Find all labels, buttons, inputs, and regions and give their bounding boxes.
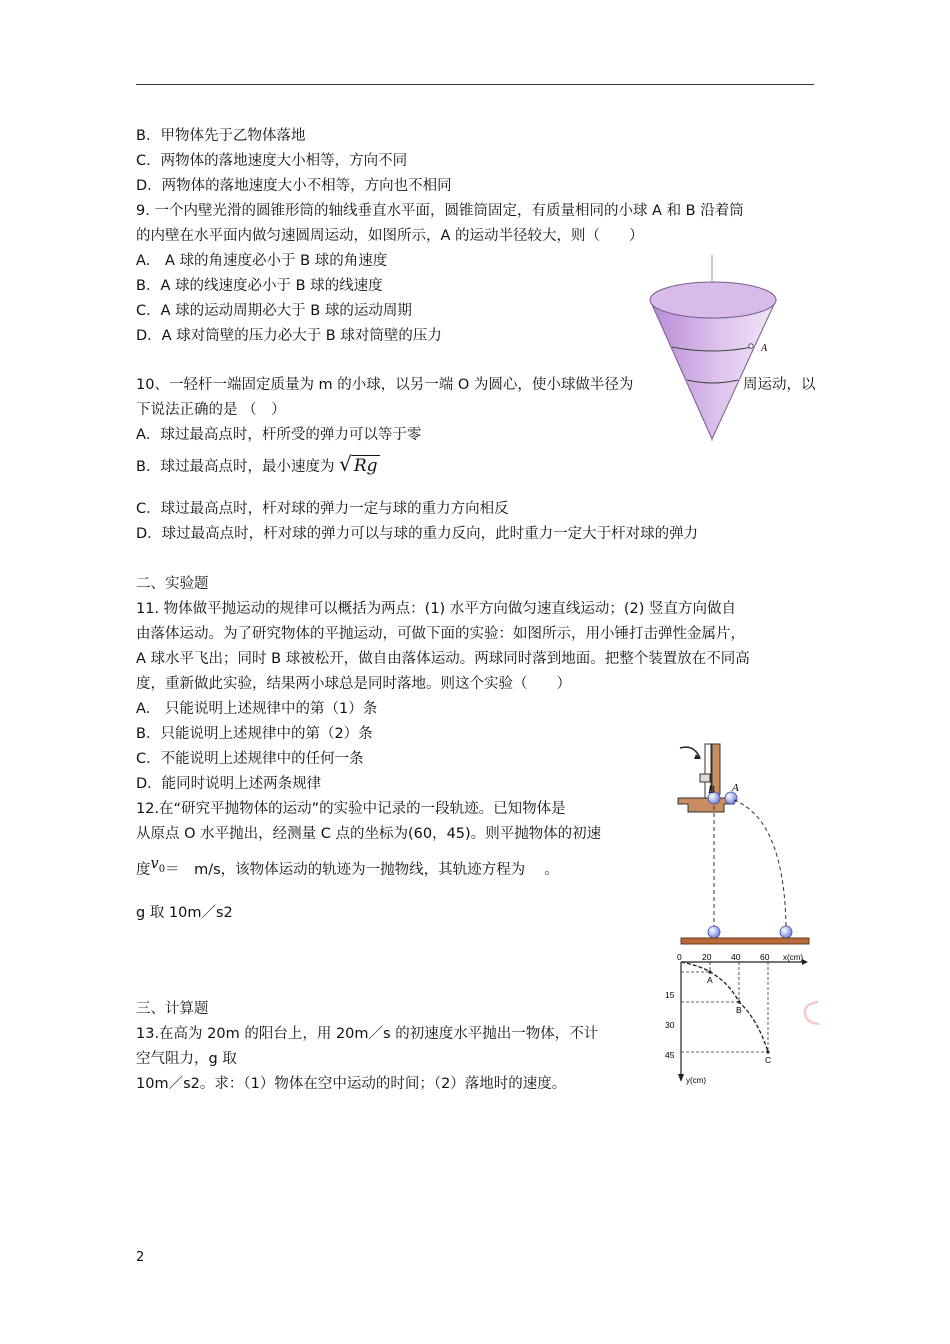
q9-stem-line-2: 的内壁在水平面内做匀速圆周运动，如图所示，A 的运动半径较大，则（ ） xyxy=(136,228,644,244)
q10-stem-line-1: 10、一轻杆一端固定质量为 m 的小球，以另一端 O 为圆心，使小球做半径为 xyxy=(136,377,634,393)
x-ticks xyxy=(677,952,770,962)
ball-a xyxy=(749,344,753,348)
q12-du: 度 xyxy=(136,862,151,878)
q12-stem-line-3 xyxy=(136,856,559,886)
v0-symbol-subscript: 0 xyxy=(158,863,166,875)
q10-option-d: D．球过最高点时，杆对球的弹力可以与球的重力反向，此时重力一定大于杆对球的弹力 xyxy=(136,526,699,542)
y-axis-label: y(cm) xyxy=(686,1076,706,1085)
apparatus-label-b: B xyxy=(708,784,715,796)
trajectory-point-label: B xyxy=(736,1005,742,1015)
q13-stem-line-2: 空气阻力，g 取 xyxy=(136,1051,237,1067)
cone-body xyxy=(650,300,776,439)
y-tick-label: 30 xyxy=(665,1020,675,1030)
x-axis-label: x(cm) xyxy=(783,953,803,962)
q11-option-c: C．不能说明上述规律中的任何一条 xyxy=(136,751,364,767)
q8-option-c: C．两物体的落地速度大小相等，方向不同 xyxy=(136,153,408,169)
cone-label-a: A xyxy=(761,343,768,354)
cone-figure xyxy=(640,255,790,445)
y-tick-label: 15 xyxy=(665,990,675,1000)
page-number: 2 xyxy=(136,1250,145,1265)
trajectory-point xyxy=(766,1050,769,1053)
q12-g-note: g 取 10m／s2 xyxy=(136,905,233,921)
header-rule xyxy=(136,84,814,85)
x-tick-label: 40 xyxy=(731,952,741,962)
q10-option-b-text: B．球过最高点时，最小速度为 xyxy=(136,459,335,475)
y-tick-label: 45 xyxy=(665,1050,675,1060)
q12-stem-line-1: 12.在“研究平抛物体的运动”的实验中记录的一段轨迹。已知物体是 xyxy=(136,801,566,817)
apparatus-figure xyxy=(672,740,812,945)
q9-option-c: C．A 球的运动周期必大于 B 球的运动周期 xyxy=(136,303,412,319)
cone-rim xyxy=(650,282,776,318)
q10-stem-line-2: 下说法正确的是 （ ） xyxy=(136,402,286,418)
x-tick-label: 60 xyxy=(760,952,770,962)
ground-plate xyxy=(681,938,809,944)
apparatus-label-a: A xyxy=(732,782,739,794)
watermark-mark xyxy=(800,998,824,1028)
ball-a-landed xyxy=(780,926,792,938)
q11-stem-line-2: 由落体运动。为了研究物体的平抛运动，可做下面的实验：如图所示，用小锤打击弹性金属片， xyxy=(136,626,745,642)
q11-option-b: B．只能说明上述规律中的第（2）条 xyxy=(136,726,373,742)
ball-b-landed xyxy=(708,926,720,938)
trajectory-curve xyxy=(681,962,768,1052)
section-3-heading: 三、计算题 xyxy=(136,1001,209,1017)
y-ticks xyxy=(665,990,675,1060)
v0-symbol xyxy=(150,856,166,875)
sqrt-formula: √ Rg xyxy=(339,452,378,476)
q13-stem-line-1: 13.在高为 20m 的阳台上，用 20m／s 的初速度水平抛出一物体，不计 xyxy=(136,1026,599,1042)
q9-option-d: D．A 球对筒壁的压力必大于 B 球对筒壁的压力 xyxy=(136,328,442,344)
sqrt-formula-radicand: Rg xyxy=(353,456,378,476)
q8-option-d: D．两物体的落地速度大小不相等，方向也不相同 xyxy=(136,178,452,194)
q10-stem-line-1-tail: 周运动，以 xyxy=(743,377,816,393)
trajectory-point xyxy=(737,1000,740,1003)
q11-stem-line-4: 度，重新做此实验，结果两小球总是同时落地。则这个实验（ ） xyxy=(136,676,571,692)
q12-blank-text: ＝ m/s，该物体运动的轨迹为一抛物线，其轨迹方程为 。 xyxy=(165,862,559,878)
trajectory-point-label: C xyxy=(765,1055,772,1065)
q10-option-c: C．球过最高点时，杆对球的弹力一定与球的重力方向相反 xyxy=(136,501,509,517)
q11-stem-line-3: A 球水平飞出；同时 B 球被松开，做自由落体运动。两球同时落到地面。把整个装置放在不同高 xyxy=(136,651,750,667)
v0-symbol-letter: v xyxy=(150,856,159,872)
trajectory-point-label: A xyxy=(707,975,713,985)
q9-option-b: B．A 球的线速度必小于 B 球的线速度 xyxy=(136,278,383,294)
fall-path-a xyxy=(734,800,786,926)
q11-stem-line-1: 11. 物体做平抛运动的规律可以概括为两点：(1) 水平方向做匀速直线运动；(2) 竖直方向做自 xyxy=(136,601,736,617)
q8-option-b: B．甲物体先于乙物体落地 xyxy=(136,128,306,144)
watermark-stroke xyxy=(805,1002,819,1024)
q10-option-a: A．球过最高点时，杆所受的弹力可以等于零 xyxy=(136,427,422,443)
q11-option-d: D．能同时说明上述两条规律 xyxy=(136,776,322,792)
trajectory-point xyxy=(708,970,711,973)
y-axis-arrow xyxy=(678,1074,684,1082)
trajectory-graph xyxy=(662,952,822,1092)
section-2-heading: 二、实验题 xyxy=(136,576,209,592)
guide-lines xyxy=(681,962,768,1052)
q12-stem-line-2: 从原点 O 水平抛出，经测量 C 点的坐标为(60，45)。则平抛物体的初速 xyxy=(136,826,602,842)
hammer-head xyxy=(700,774,710,782)
q13-stem-line-3: 10m／s2。求：（1）物体在空中运动的时间；（2）落地时的速度。 xyxy=(136,1076,567,1092)
q9-option-a: A． A 球的角速度必小于 B 球的角速度 xyxy=(136,253,388,269)
x-tick-label: 20 xyxy=(702,952,712,962)
q10-option-b xyxy=(136,454,380,477)
q9-stem-line-1: 9. 一个内壁光滑的圆锥形筒的轴线垂直水平面，圆锥筒固定，有质量相同的小球 A 和 B 沿着筒 xyxy=(136,203,744,219)
q11-option-a: A． 只能说明上述规律中的第（1）条 xyxy=(136,701,378,717)
x-tick-label: 0 xyxy=(677,952,682,962)
